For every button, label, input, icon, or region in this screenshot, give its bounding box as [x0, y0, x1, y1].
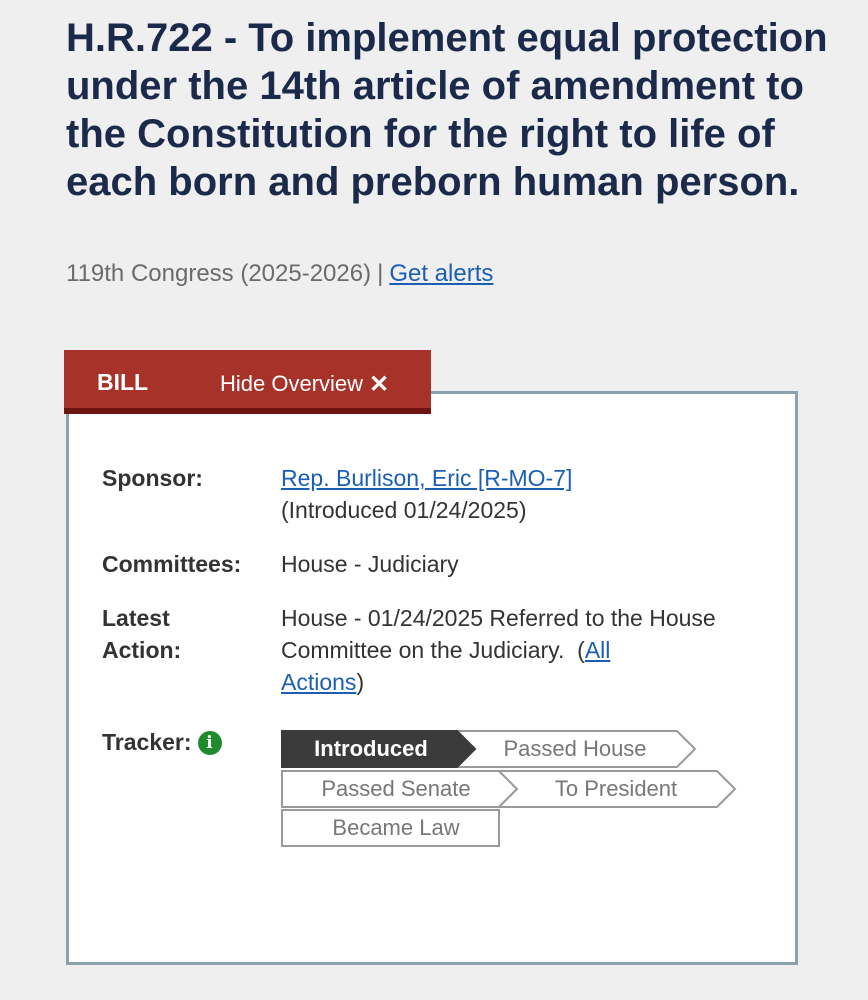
hide-overview-label: Hide Overview: [220, 371, 364, 396]
info-icon[interactable]: i: [198, 731, 222, 755]
all-actions-link-line2: Actions: [281, 669, 357, 695]
congress-session: 119th Congress (2025-2026): [66, 260, 372, 287]
latest-action-text: House - 01/24/2025 Referred to the House Committee on the Judiciary.: [281, 605, 716, 663]
separator: |: [377, 260, 384, 287]
congress-line: [66, 260, 493, 288]
sponsor-link[interactable]: Rep. Burlison, Eric [R-MO-7]: [281, 465, 573, 491]
sponsor-introduced-date: (Introduced 01/24/2025): [281, 497, 527, 523]
tracker-label: Tracker:: [102, 729, 192, 755]
tracker-label-row: [102, 726, 222, 758]
committees-value: House - Judiciary: [281, 551, 459, 577]
tab-bill[interactable]: BILL: [97, 369, 149, 395]
step-introduced: Introduced: [314, 736, 428, 761]
latest-action-label: [102, 602, 181, 666]
step-to-president: To President: [554, 776, 678, 801]
latest-action-label-line2: Action:: [102, 637, 182, 663]
all-actions-link-line1: All: [584, 637, 611, 663]
hide-overview-button[interactable]: [220, 370, 389, 399]
latest-action-value: House - 01/24/2025 Referred to the House Committee on the Judiciary. (All Actions): [281, 605, 716, 695]
sponsor-label: Sponsor:: [102, 465, 203, 491]
close-icon: ✕: [369, 371, 390, 398]
sponsor-value: [281, 462, 572, 526]
tab-bar: [64, 350, 431, 414]
step-became-law: Became Law: [332, 815, 460, 840]
step-passed-senate: Passed Senate: [321, 776, 471, 801]
bill-tracker: [281, 730, 741, 850]
latest-action-label-line1: Latest: [102, 605, 170, 631]
step-passed-house: Passed House: [503, 736, 647, 761]
committees-label: Committees:: [102, 551, 242, 577]
get-alerts-link[interactable]: Get alerts: [389, 260, 494, 287]
bill-title: H.R.722 - To implement equal protection under the 14th article of amendment to the Constitution for the right to life of each born and preborn human person.: [66, 16, 828, 204]
